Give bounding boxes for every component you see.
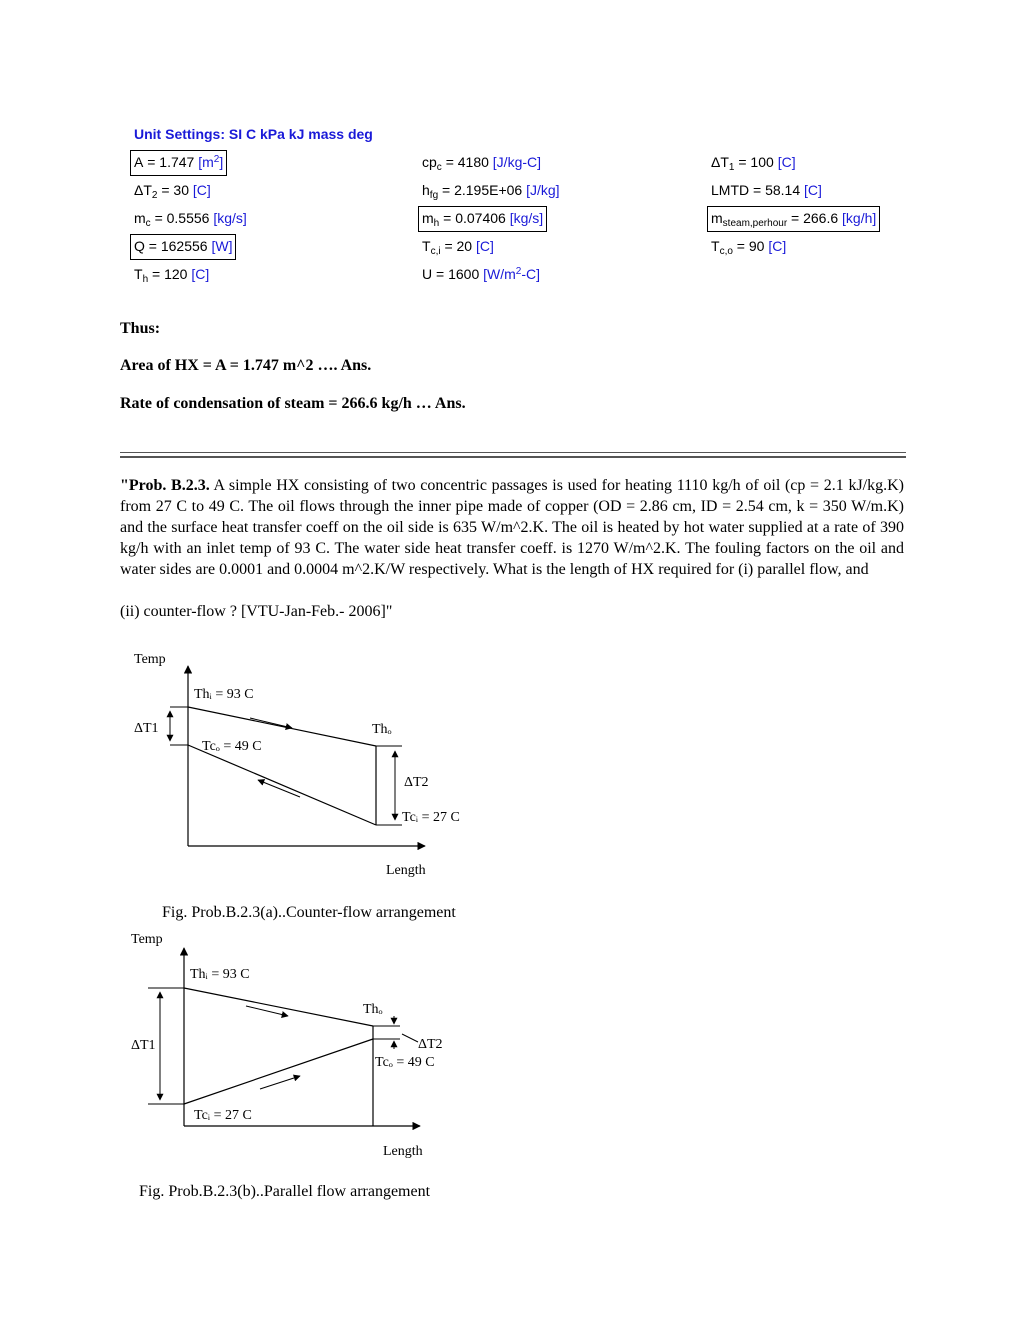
ees-sub: 2 bbox=[151, 190, 158, 201]
ees-sym: m bbox=[134, 210, 146, 226]
fig-b-tho-label: Thₒ bbox=[363, 1002, 383, 1017]
fig-a-tco-label: Tcₒ = 49 C bbox=[202, 739, 262, 754]
ees-unit bbox=[510, 210, 543, 226]
ees-sym: A bbox=[134, 154, 144, 170]
ees-val: = 90 bbox=[736, 238, 765, 254]
ees-unit: [C] bbox=[768, 238, 787, 254]
ees-unit: [kg/s] bbox=[509, 210, 544, 226]
ees-unit bbox=[483, 266, 540, 282]
ees-unit-end: -C] bbox=[521, 266, 541, 282]
problem-statement bbox=[120, 475, 904, 580]
ees-variable-col3-2 bbox=[707, 206, 880, 232]
ees-sub: c bbox=[145, 218, 151, 229]
fig-b-thi-label: Thᵢ = 93 C bbox=[190, 967, 250, 982]
ees-unit bbox=[778, 154, 796, 170]
ees-unit bbox=[198, 154, 223, 170]
ees-unit: [kg/h] bbox=[842, 210, 877, 226]
ees-val: = 20 bbox=[444, 238, 473, 254]
ees-sub: steam,perhour bbox=[722, 218, 788, 229]
ees-unit: [W/m bbox=[483, 266, 516, 282]
ees-unit bbox=[526, 182, 559, 198]
ees-sym: U bbox=[422, 266, 433, 282]
fig-b-tco-label: Tcₒ = 49 C bbox=[375, 1055, 435, 1070]
ees-unit: [J/kg-C] bbox=[492, 154, 542, 170]
fig-b-tci-label: Tcᵢ = 27 C bbox=[194, 1108, 252, 1123]
fig-a-tci-label: Tcᵢ = 27 C bbox=[402, 810, 460, 825]
ees-unit bbox=[804, 182, 822, 198]
fig-a-ylabel: Temp bbox=[134, 652, 166, 667]
ees-sym: ΔT bbox=[134, 182, 152, 198]
fig-a-thi-label: Thᵢ = 93 C bbox=[194, 687, 254, 702]
ees-variable-col1-1 bbox=[134, 182, 211, 201]
ees-unit: [m bbox=[198, 154, 214, 170]
ees-unit bbox=[768, 238, 786, 254]
ees-sym: h bbox=[422, 182, 430, 198]
ees-val: = 100 bbox=[738, 154, 774, 170]
ees-val: = 0.5556 bbox=[154, 210, 210, 226]
fig-a-cold-line bbox=[188, 745, 376, 825]
fig-b-xlabel: Length bbox=[383, 1144, 423, 1159]
ees-unit-sup: 2 bbox=[515, 266, 522, 277]
fig-a-xlabel: Length bbox=[386, 863, 426, 878]
ees-sub: h bbox=[433, 218, 440, 229]
ees-variable-col1-3 bbox=[130, 234, 236, 260]
divider-bottom-line bbox=[120, 456, 906, 458]
fig-b-dt2-leader bbox=[402, 1034, 418, 1042]
ees-unit: [C] bbox=[192, 182, 211, 198]
ees-sym: T bbox=[711, 238, 720, 254]
ees-variable-col2-1 bbox=[422, 182, 560, 201]
ees-val: = 58.14 bbox=[753, 182, 801, 198]
fig-a-tho-label: Thₒ bbox=[372, 722, 392, 737]
ees-sym: LMTD bbox=[711, 182, 750, 198]
ees-val: = 1600 bbox=[436, 266, 480, 282]
ees-variable-col1-4 bbox=[134, 266, 209, 285]
ees-unit: [C] bbox=[804, 182, 822, 198]
ees-unit: [C] bbox=[475, 238, 494, 254]
unit-settings-title: Unit Settings: SI C kPa kJ mass deg bbox=[134, 126, 373, 142]
problem-text: A simple HX consisting of two concentric passages is used for heating 1110 kg/h of oil (cp = 2.1 kJ/kg.K) from 27 C to 49 C. The oil flows through the inner pipe made of copper (OD = 2.86 cm, ID = 2.54 cm, k = 350 W/m.K) and the surface heat transfer coeff on the oil side is 635 W/m^2.K. The oil is heated by hot water supplied at a rate of 390 kg/h with an inlet temp of 93 C. The water side heat transfer coeff. is 1270 W/m^2.K. The fouling factors on the oil and water sides are 0.0001 and 0.0004 m^2.K/W respectively. What is the length of HX required for (i) parallel flow, and bbox=[120, 477, 905, 578]
ees-sub: 1 bbox=[728, 162, 735, 173]
ees-val: = 1.747 bbox=[147, 154, 195, 170]
ees-sub: c,o bbox=[719, 246, 733, 257]
ees-unit bbox=[193, 182, 211, 198]
ees-variable-col3-1 bbox=[711, 182, 822, 201]
fig-a-dt1-label: ΔT1 bbox=[134, 721, 159, 736]
ees-val: = 4180 bbox=[445, 154, 489, 170]
fig-b-dt2-label: ΔT2 bbox=[418, 1037, 443, 1052]
ees-sym: T bbox=[134, 266, 143, 282]
ees-unit bbox=[842, 210, 876, 226]
fig-a-cold-flow-arrow bbox=[258, 780, 300, 797]
ees-unit-end: ] bbox=[219, 154, 224, 170]
ees-val: = 120 bbox=[152, 266, 188, 282]
ees-unit: [C] bbox=[191, 266, 210, 282]
rate-answer: Rate of condensation of steam = 266.6 kg/h … Ans. bbox=[120, 395, 466, 412]
ees-val: = 0.07406 bbox=[443, 210, 506, 226]
ees-val: = 266.6 bbox=[791, 210, 839, 226]
ees-variable-col3-0 bbox=[711, 154, 796, 173]
ees-variable-col1-2 bbox=[134, 210, 247, 229]
ees-unit bbox=[493, 154, 541, 170]
ees-unit bbox=[191, 266, 209, 282]
ees-variable-col1-0 bbox=[130, 150, 227, 176]
ees-sym: m bbox=[422, 210, 434, 226]
fig-b-hot-line bbox=[184, 988, 373, 1026]
parallel-flow-diagram bbox=[120, 922, 500, 1172]
fig-b-cold-flow-arrow bbox=[260, 1076, 300, 1089]
ees-unit: [J/kg] bbox=[526, 182, 560, 198]
ees-variable-col3-3 bbox=[711, 238, 786, 257]
ees-sym: T bbox=[422, 238, 431, 254]
ees-variable-col2-0 bbox=[422, 154, 541, 173]
ees-unit: [W] bbox=[211, 238, 233, 254]
ees-unit: [C] bbox=[777, 154, 796, 170]
fig-a-dt2-label: ΔT2 bbox=[404, 775, 429, 790]
fig-b-dt1-label: ΔT1 bbox=[131, 1038, 156, 1053]
ees-sub: h bbox=[142, 274, 149, 285]
ees-sym: cp bbox=[422, 154, 437, 170]
fig-a-hot-flow-arrow bbox=[250, 718, 292, 728]
ees-unit bbox=[213, 210, 246, 226]
fig-b-cold-line bbox=[184, 1039, 373, 1104]
ees-sym: ΔT bbox=[711, 154, 729, 170]
ees-sym: Q bbox=[134, 238, 145, 254]
counter-flow-diagram bbox=[120, 640, 500, 890]
thus-label: Thus: bbox=[120, 320, 161, 337]
ees-val: = 162556 bbox=[148, 238, 208, 254]
ees-sym: m bbox=[711, 210, 723, 226]
ees-sub: fg bbox=[429, 190, 439, 201]
area-answer: Area of HX = A = 1.747 m^2 …. Ans. bbox=[120, 357, 372, 374]
ees-unit: [kg/s] bbox=[213, 210, 247, 226]
ees-variable-col2-2 bbox=[418, 206, 547, 232]
ees-sub: c,i bbox=[430, 246, 441, 257]
fig-b-caption: Fig. Prob.B.2.3(b)..Parallel flow arrangement bbox=[139, 1183, 431, 1200]
ees-sub: c bbox=[436, 162, 442, 173]
ees-val: = 2.195E+06 bbox=[442, 182, 523, 198]
ees-variable-col2-4 bbox=[422, 266, 540, 285]
divider-top-line bbox=[120, 452, 906, 453]
fig-a-caption: Fig. Prob.B.2.3(a)..Counter-flow arrangement bbox=[162, 904, 456, 921]
ees-unit bbox=[211, 238, 232, 254]
problem-text-end: (ii) counter-flow ? [VTU-Jan-Feb.- 2006]" bbox=[120, 603, 393, 620]
problem-label: "Prob. B.2.3. bbox=[120, 477, 210, 494]
ees-unit-sup: 2 bbox=[213, 154, 220, 165]
ees-val: = 30 bbox=[161, 182, 189, 198]
ees-unit bbox=[476, 238, 494, 254]
ees-variable-col2-3 bbox=[422, 238, 494, 257]
fig-b-ylabel: Temp bbox=[131, 932, 163, 947]
